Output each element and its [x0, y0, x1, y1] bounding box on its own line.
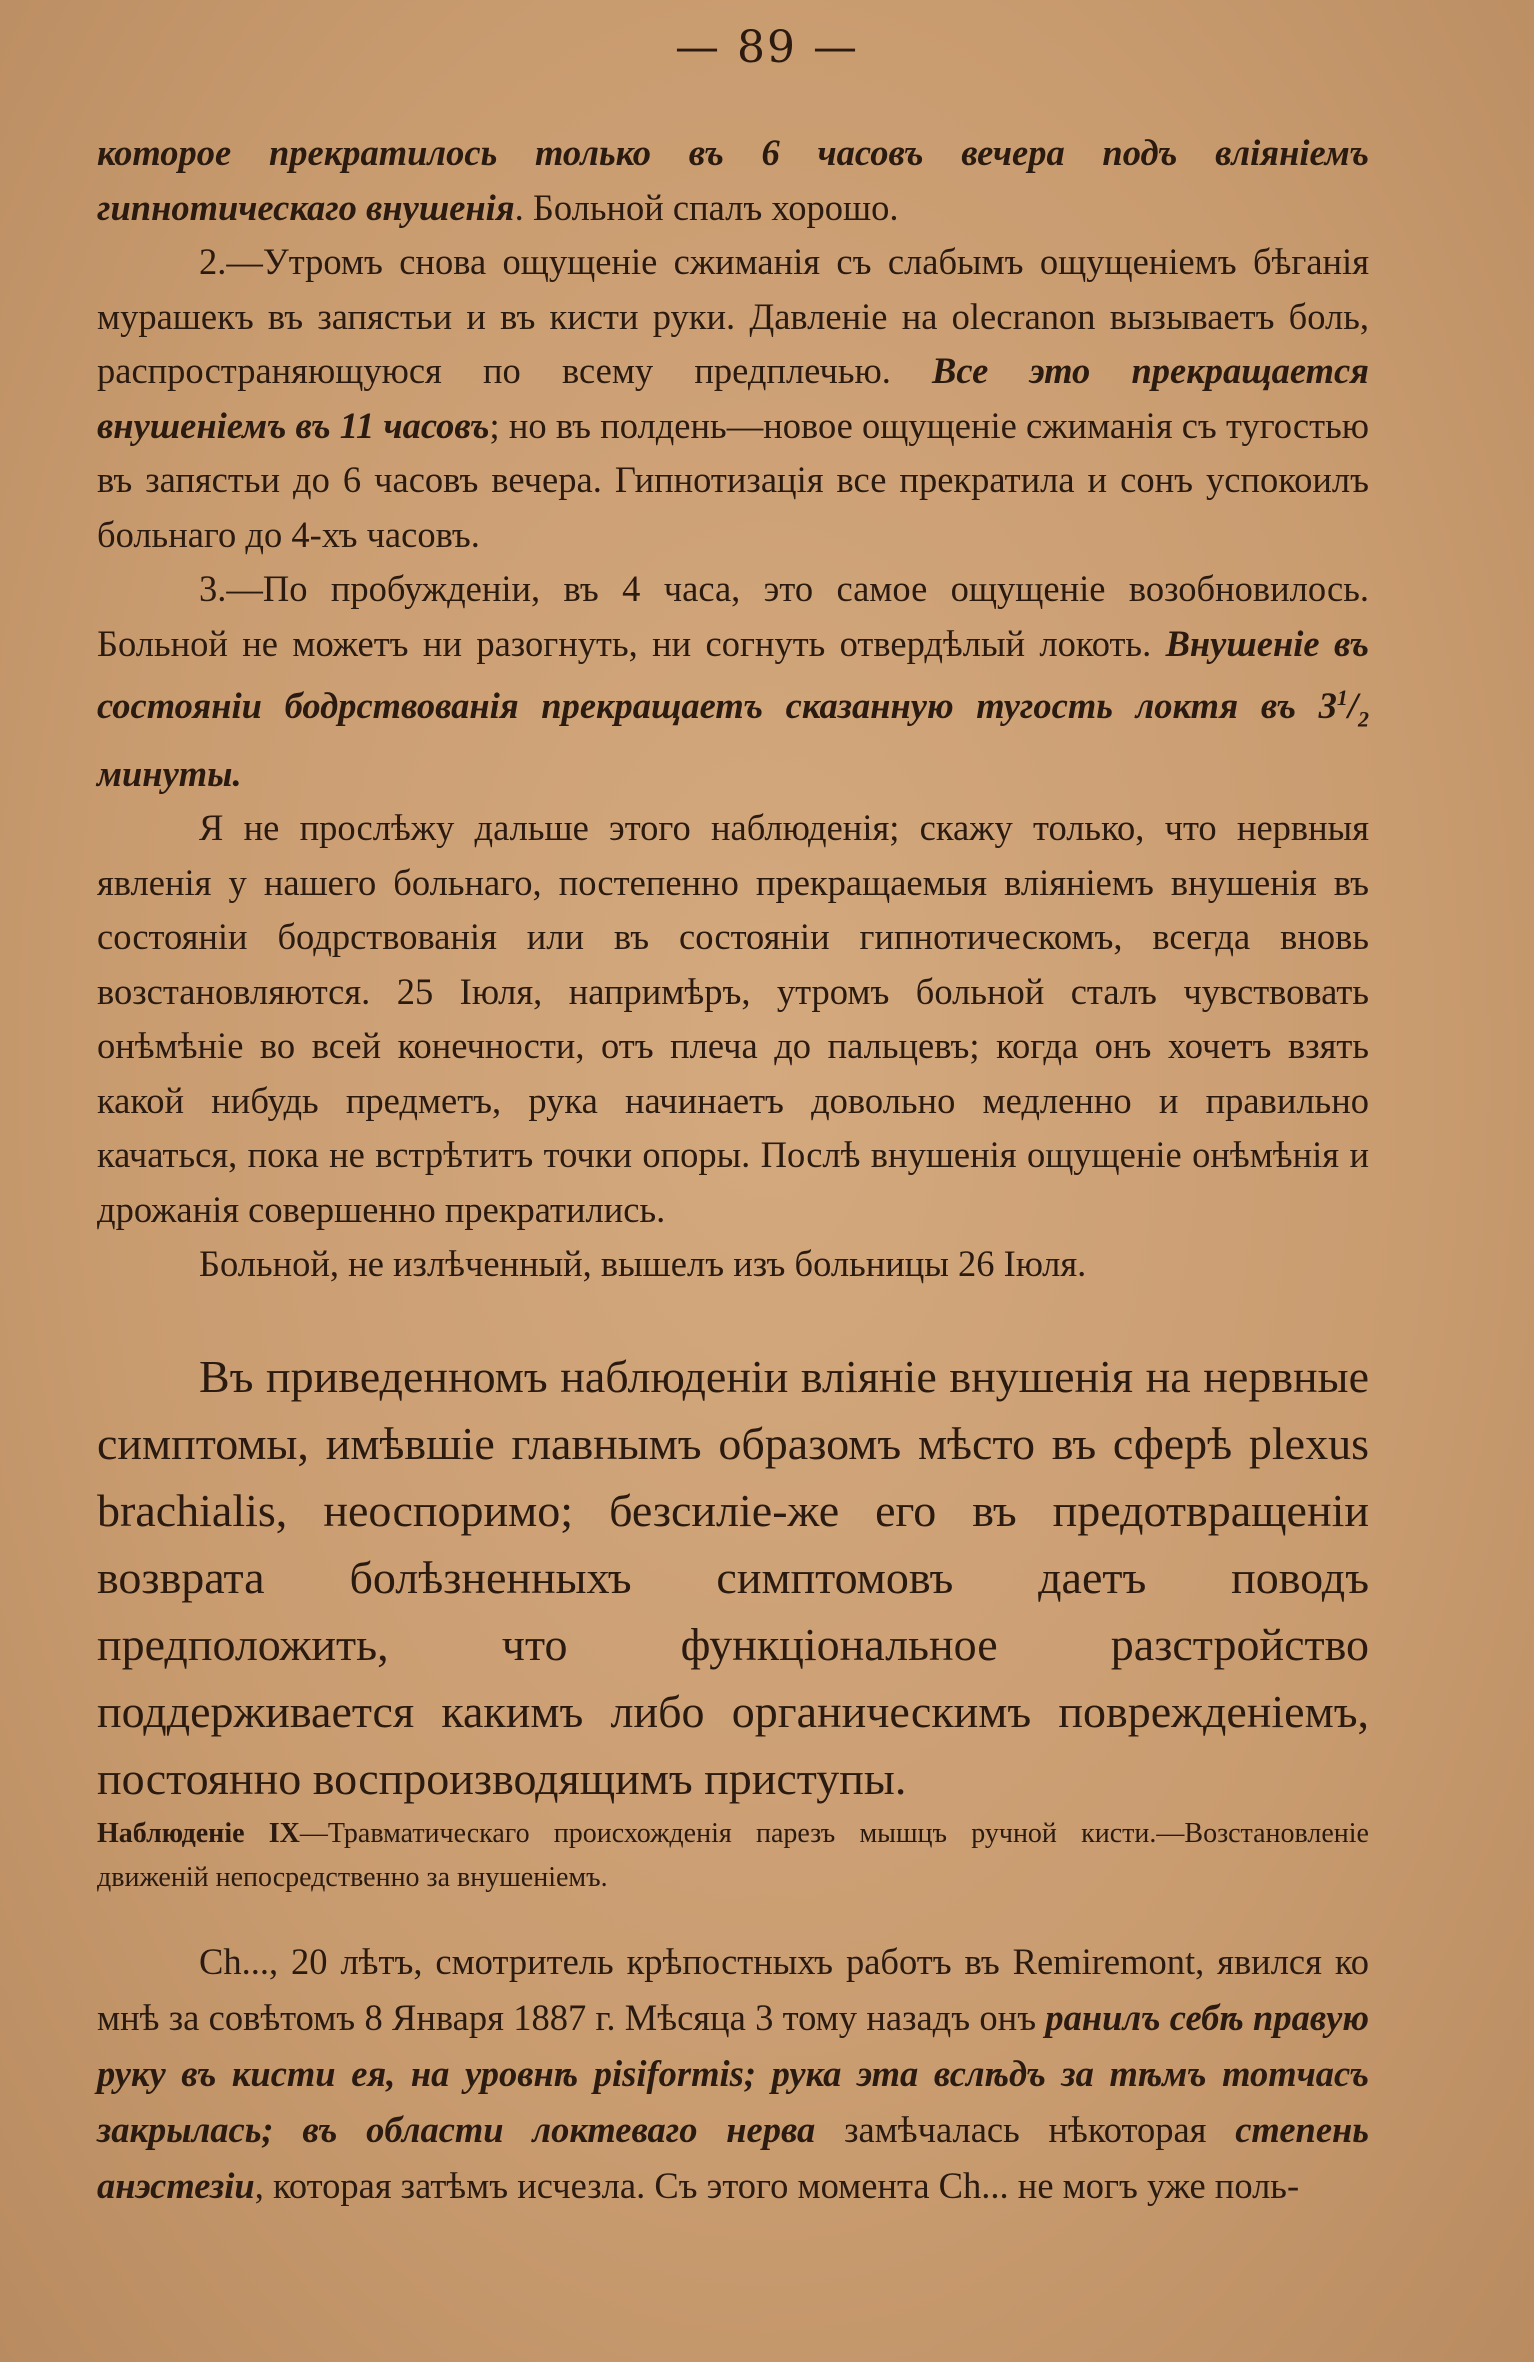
- observation-heading: [97, 1812, 1369, 1900]
- italic-text: которое прекратилось только въ 6 часовъ вечера подъ вліяніемъ гипнотическаго внушенія: [97, 132, 1369, 228]
- plain-text: 2.—Утромъ снова ощущеніе сжиманія съ слабымъ ощущеніемъ бѣганія мурашекъ въ запястьи и въ кисти руки. Давленіе на olecranon вызываетъ боль, распространяющуюся по всему предплечью.: [97, 241, 1369, 391]
- plain-text: Ch..., 20 лѣтъ, смотритель крѣпостныхъ работъ въ Remiremont, явился ко мнѣ за совѣтомъ 8 Января 1887 г. Мѣсяца 3 тому назадъ онъ: [97, 1941, 1369, 2038]
- italic-text: степень анэстезіи: [97, 2109, 1369, 2206]
- conclusion-paragraph: Въ приведенномъ наблюденіи вліяніе внушенія на нервные симптомы, имѣвшіе главнымъ образомъ мѣсто въ сферѣ plexus brachialis, неоспоримо; безсиліе-же его въ предотвращеніи возврата болѣзненныхъ симптомовъ даетъ поводъ предположить, что функціональное разстройство поддерживается какимъ либо органическимъ поврежденіемъ, постоянно воспроизводящимъ приступы.: [97, 1351, 1369, 1804]
- paragraph-3: 3.—По пробужденіи, въ 4 часа, это самое ощущеніе возобновилось. Больной не можетъ ни разогнуть, ни согнуть отвердѣлый локоть. Внушеніе въ состояніи бодрствованія прекращаетъ сказанную тугость локтя въ $3^1/_2$ минуты.: [97, 568, 1370, 794]
- italic-text: Все это прекращается внушеніемъ въ 11 часовъ: [97, 350, 1369, 446]
- plain-text: ; но въ полдень—новое ощущеніе сжиманія съ тугостью въ запястьи до 6 часовъ вечера. Гипнотизація все прекратила и сонъ успокоилъ больнаго до 4-хъ часовъ.: [97, 404, 1370, 555]
- last-text-block: [97, 1934, 1369, 2214]
- plain-text: замѣчалась нѣкоторая: [815, 2109, 1236, 2150]
- fraction-numerator: 1: [1336, 685, 1348, 710]
- observation-subtitle: —Травматическаго происхожденія парезъ мышцъ ручной кисти.—Возстановленіе движеній непосредственно за внушеніемъ.: [97, 1818, 1369, 1893]
- main-text-block: [97, 126, 1369, 1292]
- page-number: — 89 —: [675, 22, 859, 73]
- plain-text: , которая затѣмъ исчезла. Съ этого момента Ch... не могъ уже поль-: [254, 2165, 1300, 2206]
- plain-text: 3.—По пробужденіи, въ 4 часа, это самое ощущеніе возобновилось. Больной не можетъ ни разогнуть, ни согнуть отвердѣлый локоть.: [97, 568, 1369, 664]
- paragraph-4: Я не прослѣжу дальше этого наблюденія; скажу только, что нервныя явленія у нашего больнаго, постепенно прекращаемыя вліяніемъ внушенія въ состояніи бодрствованія или въ состояніи гипнотическомъ, всегда вновь возстановляются. 25 Іюля, напримѣръ, утромъ больной сталъ чувствовать онѣмѣніе во всей конечности, отъ плеча до пальцевъ; когда онъ хочетъ взять какой нибудь предметъ, рука начинаетъ довольно медленно и правильно качаться, пока не встрѣтитъ точки опоры. Послѣ внушенія ощущеніе онѣмѣнія и дрожанія совершенно прекратились.: [97, 807, 1369, 1230]
- paragraph-1: [97, 126, 1369, 235]
- italic-text: Внушеніе въ состояніи бодрствованія прекращаетъ сказанную тугость локтя въ 3: [97, 622, 1370, 727]
- observation-title: Наблюденіе IX: [97, 1818, 300, 1849]
- plain-text: . Больной спалъ хорошо.: [514, 186, 899, 228]
- fraction-denominator: 2: [1358, 706, 1369, 732]
- last-paragraph: [97, 1934, 1369, 2214]
- paragraph-5: Больной, не излѣченный, вышелъ изъ больницы 26 Іюля.: [199, 1243, 1087, 1285]
- italic-text: ранилъ себѣ правую руку въ кисти ея, на уровнѣ pisiformis; рука эта вслѣдъ за тѣмъ тотчасъ закрылась; въ области локтеваго нерва: [97, 1997, 1369, 2150]
- italic-text: минуты.: [97, 752, 242, 794]
- paragraph-2: [97, 235, 1369, 562]
